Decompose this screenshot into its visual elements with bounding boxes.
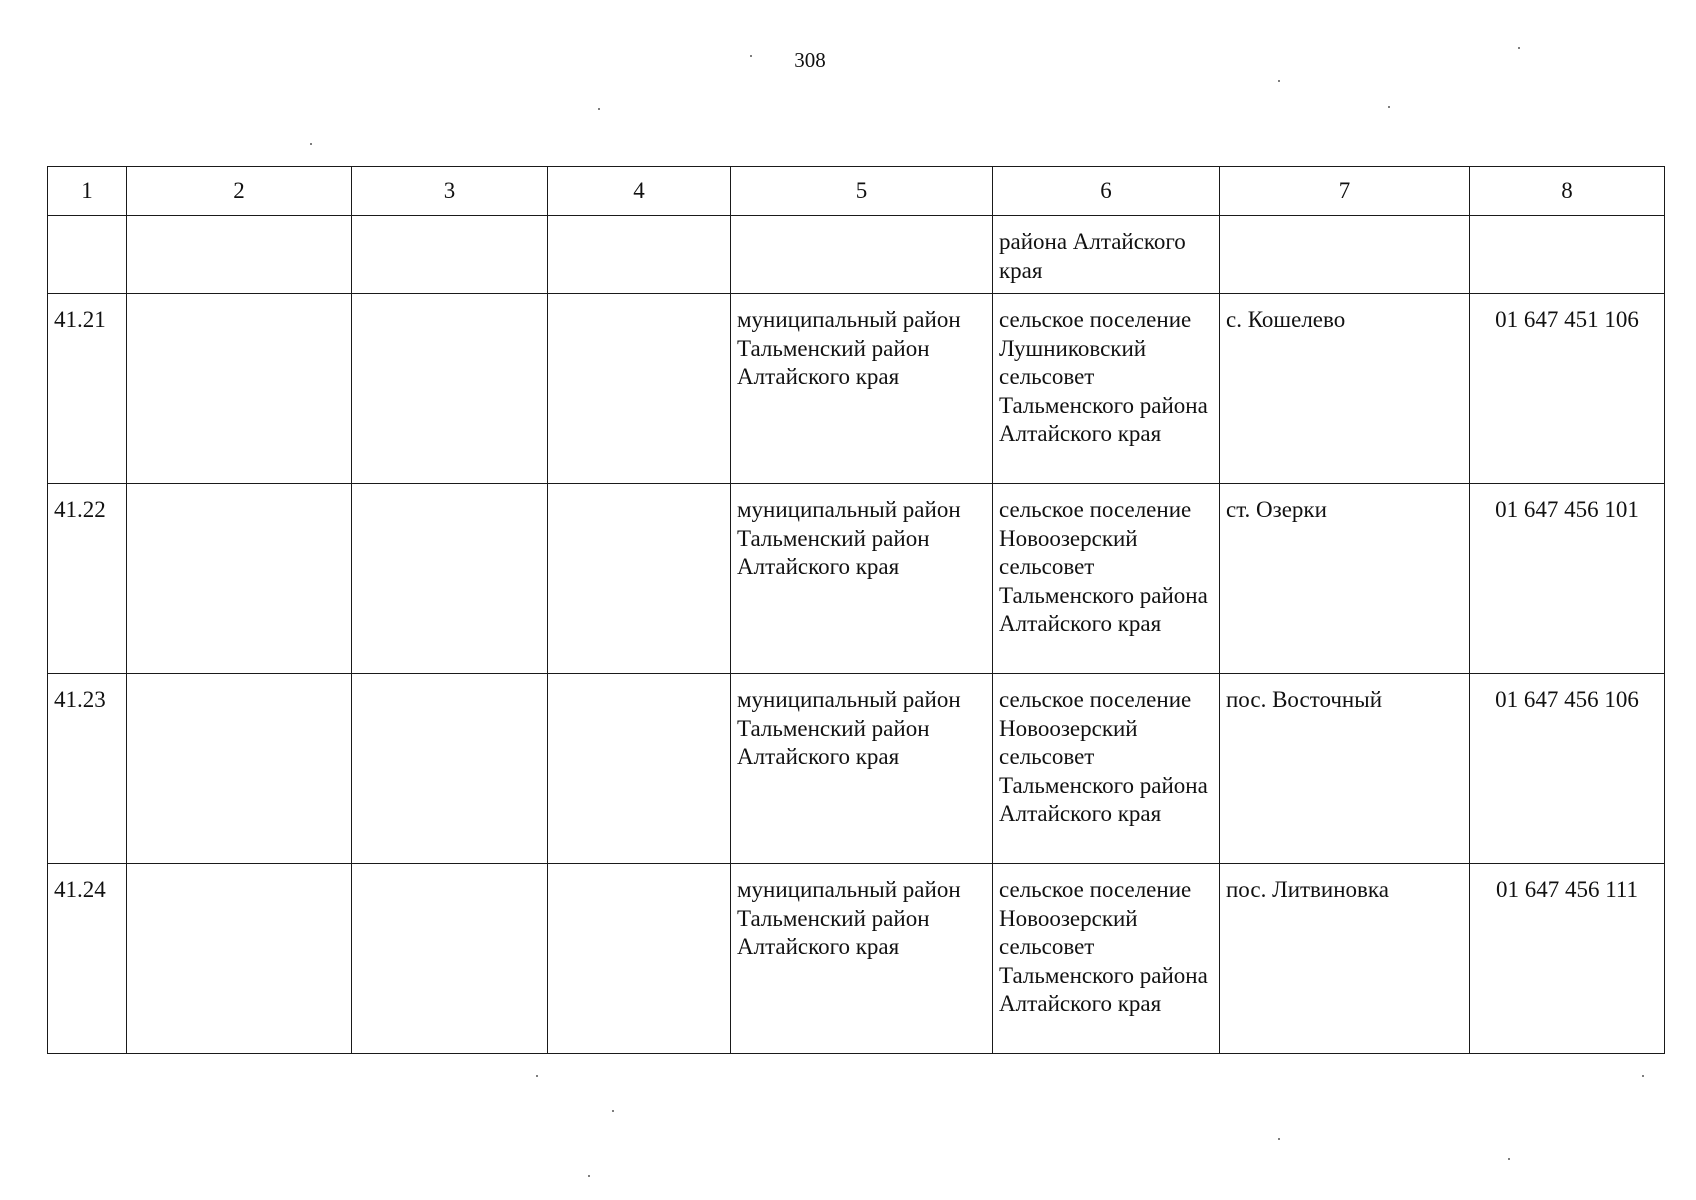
- scan-speck: [1278, 80, 1280, 82]
- cell-col-4: [548, 294, 731, 484]
- cell-number: 41.24: [48, 864, 127, 1054]
- cell-number: 41.21: [48, 294, 127, 484]
- cell-col-4: [548, 864, 731, 1054]
- cell-col-3: [352, 864, 548, 1054]
- scan-speck: [750, 55, 752, 57]
- cell-oktmo-code: 01 647 456 106: [1470, 674, 1665, 864]
- registry-table: [47, 166, 1665, 1054]
- cell-municipal-district: муниципальный район Тальменский район Алтайского края: [731, 864, 993, 1054]
- page-number: 308: [794, 48, 826, 72]
- cell-locality: с. Кошелево: [1220, 294, 1470, 484]
- cell-settlement: сельское поселение Лушниковский сельсовет Тальменского района Алтайского края: [993, 294, 1220, 484]
- cell-settlement: сельское поселение Новоозерский сельсовет Тальменского района Алтайского края: [993, 674, 1220, 864]
- cell-municipal-district: [731, 216, 993, 294]
- scan-speck: [536, 1075, 538, 1077]
- cell-col-4: [548, 674, 731, 864]
- continuation-row: [48, 216, 1665, 294]
- scan-speck: [612, 1110, 614, 1112]
- scan-speck: [310, 143, 312, 145]
- scan-speck: [1278, 1138, 1280, 1140]
- cell-settlement: сельское поселение Новоозерский сельсовет Тальменского района Алтайского края: [993, 864, 1220, 1054]
- header-col-7: 7: [1220, 167, 1470, 216]
- header-row: [48, 167, 1665, 216]
- table-header: [48, 167, 1665, 216]
- header-col-3: 3: [352, 167, 548, 216]
- scan-speck: [588, 1175, 590, 1177]
- cell-oktmo-code: 01 647 451 106: [1470, 294, 1665, 484]
- table-row: [48, 294, 1665, 484]
- table-row: [48, 484, 1665, 674]
- scan-speck: [1642, 1075, 1644, 1077]
- table-row: [48, 864, 1665, 1054]
- cell-oktmo-code: 01 647 456 111: [1470, 864, 1665, 1054]
- table-body: [48, 216, 1665, 1054]
- header-col-2: 2: [127, 167, 352, 216]
- cell-col-3: [352, 216, 548, 294]
- table-row: [48, 674, 1665, 864]
- cell-settlement: сельское поселение Новоозерский сельсовет Тальменского района Алтайского края: [993, 484, 1220, 674]
- cell-col-4: [548, 484, 731, 674]
- scan-speck: [1388, 106, 1390, 108]
- cell-municipal-district: муниципальный район Тальменский район Алтайского края: [731, 294, 993, 484]
- cell-number: 41.22: [48, 484, 127, 674]
- cell-col-2: [127, 294, 352, 484]
- cell-settlement: района Алтайского края: [993, 216, 1220, 294]
- header-col-1: 1: [48, 167, 127, 216]
- cell-number: [48, 216, 127, 294]
- scan-speck: [598, 108, 600, 110]
- cell-col-2: [127, 484, 352, 674]
- cell-locality: пос. Литвиновка: [1220, 864, 1470, 1054]
- header-col-5: 5: [731, 167, 993, 216]
- header-col-6: 6: [993, 167, 1220, 216]
- cell-col-4: [548, 216, 731, 294]
- cell-oktmo-code: [1470, 216, 1665, 294]
- cell-col-2: [127, 864, 352, 1054]
- cell-number: 41.23: [48, 674, 127, 864]
- cell-locality: пос. Восточный: [1220, 674, 1470, 864]
- scan-speck: [1518, 47, 1520, 49]
- header-col-4: 4: [548, 167, 731, 216]
- cell-col-2: [127, 674, 352, 864]
- cell-col-2: [127, 216, 352, 294]
- cell-col-3: [352, 674, 548, 864]
- cell-locality: ст. Озерки: [1220, 484, 1470, 674]
- cell-locality: [1220, 216, 1470, 294]
- scan-speck: [1508, 1158, 1510, 1160]
- cell-col-3: [352, 484, 548, 674]
- cell-col-3: [352, 294, 548, 484]
- header-col-8: 8: [1470, 167, 1665, 216]
- cell-oktmo-code: 01 647 456 101: [1470, 484, 1665, 674]
- cell-municipal-district: муниципальный район Тальменский район Алтайского края: [731, 674, 993, 864]
- cell-municipal-district: муниципальный район Тальменский район Алтайского края: [731, 484, 993, 674]
